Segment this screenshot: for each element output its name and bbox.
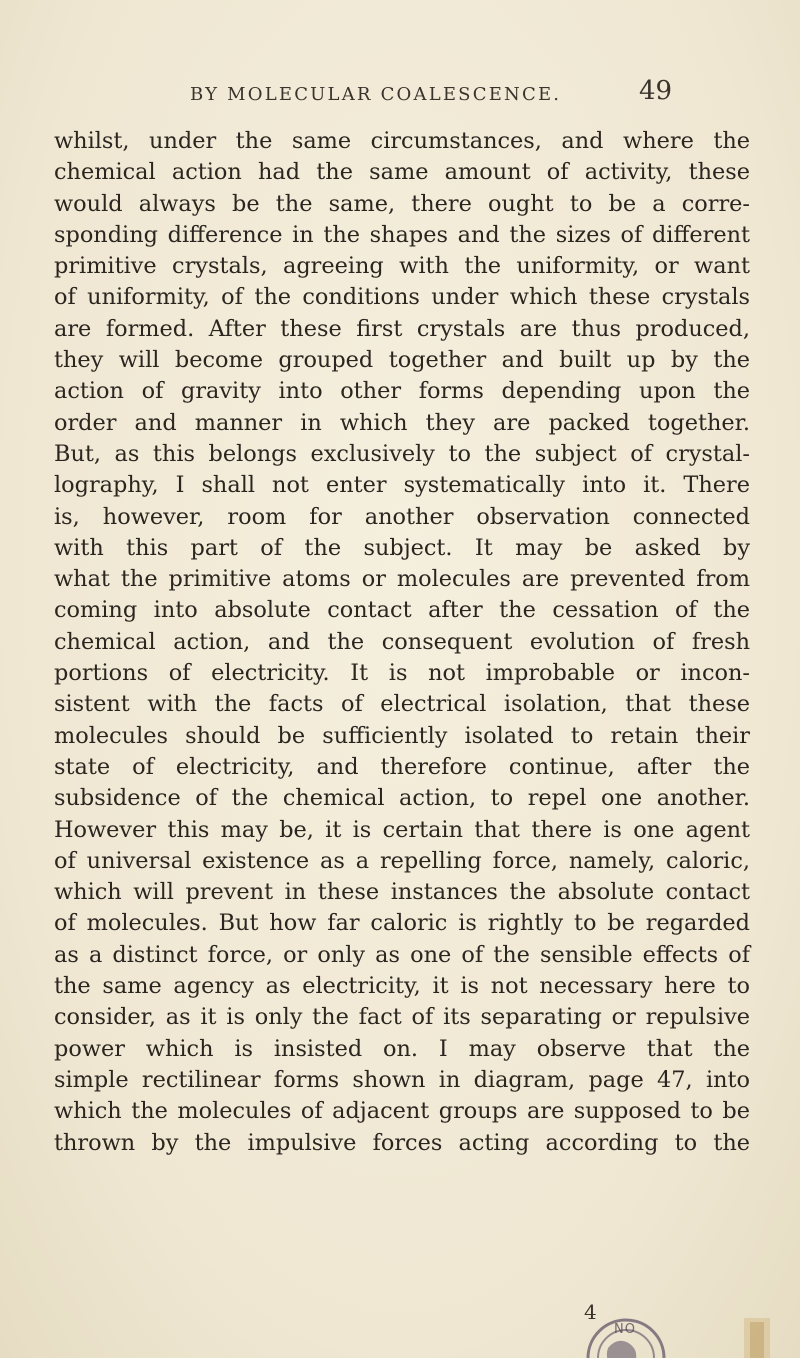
text-line: whilst, under the same circumstances, and where the — [54, 128, 750, 154]
signature-mark: 4 — [584, 1300, 597, 1324]
text-line: they will become grouped together and built up by the — [54, 347, 750, 374]
text-line: action of gravity into other forms depending upon the — [54, 378, 750, 405]
page-number: 49 — [639, 76, 673, 106]
text-line: primitive crystals, agreeing with the uniformity, or want — [54, 253, 750, 280]
body-text — [54, 126, 750, 1159]
running-title: BY MOLECULAR COALESCENCE. — [190, 84, 562, 105]
text-line: portions of electricity. It is not improbable or incon- — [54, 660, 750, 687]
text-line: which the molecules of adjacent groups are supposed to be — [54, 1098, 750, 1125]
text-line: with this part of the subject. It may be asked by — [54, 534, 750, 561]
library-stamp — [556, 1318, 706, 1358]
text-line: would always be the same, there ought to be a corre- — [54, 190, 750, 217]
text-line: power which is insisted on. I may observe that the — [54, 1035, 750, 1062]
paper-stain — [740, 1318, 800, 1358]
text-line: thrown by the impulsive forces acting according to the — [54, 1129, 750, 1156]
text-line: consider, as it is only the fact of its separating or repulsive — [54, 1004, 750, 1031]
text-line: sistent with the facts of electrical isolation, that these — [54, 691, 750, 718]
text-line: is, however, room for another observation connected — [54, 503, 750, 530]
text-line: molecules should be sufficiently isolated to retain their — [54, 722, 750, 749]
text-line: of molecules. But how far caloric is rightly to be regarded — [54, 910, 750, 937]
text-line: what the primitive atoms or molecules are prevented from — [54, 566, 750, 593]
stamp-text: NO — [614, 1322, 636, 1337]
text-line: as a distinct force, or only as one of the sensible effects of — [54, 941, 750, 968]
text-line: of universal existence as a repelling force, namely, caloric, — [54, 847, 750, 874]
text-line: subsidence of the chemical action, to repel one another. — [54, 785, 750, 812]
text-line: are formed. After these first crystals are thus produced, — [54, 315, 750, 342]
text-line: sponding difference in the shapes and the sizes of different — [54, 221, 750, 248]
text-line: chemical action, and the consequent evolution of fresh — [54, 628, 750, 655]
text-line: the same agency as electricity, it is not necessary here to — [54, 973, 750, 1000]
text-line: state of electricity, and therefore continue, after the — [54, 753, 750, 780]
text-line: simple rectilinear forms shown in diagram, page 47, into — [54, 1066, 750, 1093]
text-line: However this may be, it is certain that there is one agent — [54, 816, 750, 843]
text-line: coming into absolute contact after the cessation of the — [54, 597, 750, 624]
text-line: of uniformity, of the conditions under which these crystals — [54, 284, 750, 311]
text-line: order and manner in which they are packed together. — [54, 409, 750, 436]
text-line: But, as this belongs exclusively to the subject of crystal- — [54, 440, 750, 467]
text-line: which will prevent in these instances the absolute contact — [54, 879, 750, 906]
text-line: lography, I shall not enter systematically into it. There — [54, 472, 750, 499]
text-line: chemical action had the same amount of activity, these — [54, 159, 750, 186]
